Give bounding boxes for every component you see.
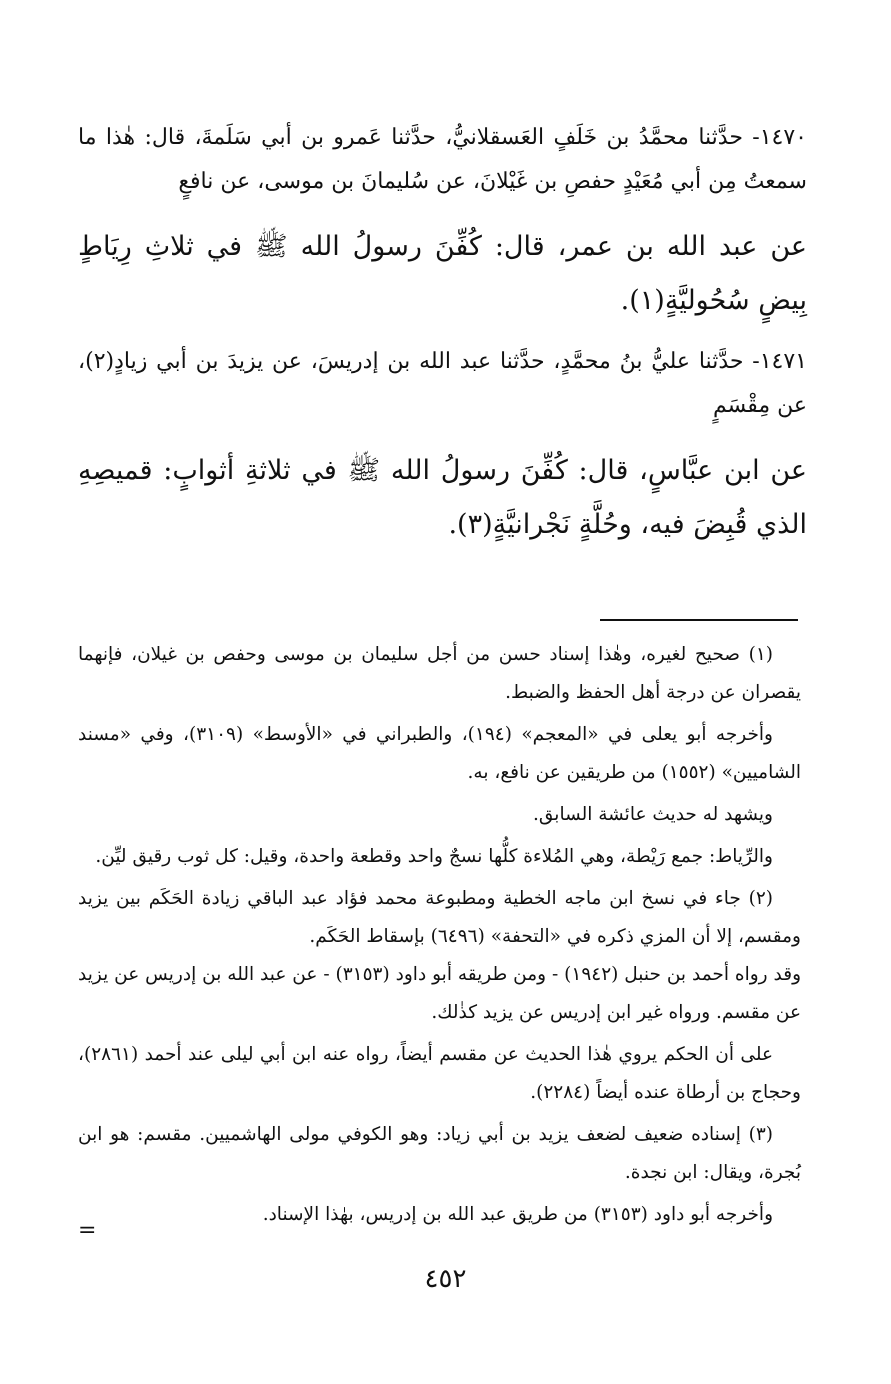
hadith-1471-chain: ١٤٧١- حدَّثنا عليُّ بنُ محمَّدٍ، حدَّثنا عبد الله بن إدريسَ، عن يزيدَ بن أبي زيادٍ(٢)، عن مِقْسَمٍ [78, 349, 807, 418]
page-number: ٤٥٢ [424, 1264, 467, 1294]
hadith-1470-chain: ١٤٧٠- حدَّثنا محمَّدُ بن خَلَفٍ العَسقلانيُّ، حدَّثنا عَمرو بن أبي سَلَمةَ، قال: هٰذا ما سمعتُ مِن أبي مُعَيْدٍ حفصِ بن غَيْلانَ، عن سُليمانَ بن موسى، عن نافعٍ [78, 125, 807, 194]
footnote-2-para-2: وقد رواه أحمد بن حنبل (١٩٤٢) - ومن طريقه أبو داود (٣١٥٣) - عن عبد الله بن إدريس عن يزيد عن مقسم. ورواه غير ابن إدريس عن يزيد كذٰلك. [78, 964, 801, 1023]
footnote-3-para-1: (٣) إسناده ضعيف لضعف يزيد بن أبي زياد: وهو الكوفي مولى الهاشميين. مقسم: هو ابن بُجرة، ويقال: ابن نجدة. [78, 1124, 801, 1183]
footnote-1-para-2: وأخرجه أبو يعلى في «المعجم» (١٩٤)، والطبراني في «الأوسط» (٣١٠٩)، وفي «مسند الشاميين» (١٥٥٢) من طريقين عن نافع، به. [78, 724, 801, 783]
main-text [78, 116, 807, 552]
footnote-1-para-4: والرِّياط: جمع رَيْطة، وهي المُلاءة كلُّها نسجٌ واحد وقطعة واحدة، وقيل: كل ثوب رقيق ليِّن. [95, 846, 773, 867]
footnote-divider [600, 619, 798, 621]
hadith-1471-matn: عن ابن عبَّاسٍ، قال: كُفِّنَ رسولُ الله ﷺ في ثلاثةِ أثوابٍ: قميصِهِ الذي قُبِضَ فيه، وحُلَّةٍ نَجْرانيَّةٍ(٣). [78, 455, 807, 540]
footnote-1-para-1: (١) صحيح لغيره، وهٰذا إسناد حسن من أجل سليمان بن موسى وحفص بن غيلان، فإنهما يقصران عن درجة أهل الحفظ والضبط. [78, 644, 801, 703]
footnote-2-para-3: على أن الحكم يروي هٰذا الحديث عن مقسم أيضاً، رواه عنه ابن أبي ليلى عند أحمد (٢٨٦١)، وحجاج بن أرطاة عنده أيضاً (٢٢٨٤). [78, 1044, 801, 1103]
hadith-1470-matn: عن عبد الله بن عمر، قال: كُفِّنَ رسولُ الله ﷺ في ثلاثِ رِيَاطٍ بِيضٍ سُحُوليَّةٍ(١). [78, 231, 807, 316]
footnotes [78, 636, 801, 1234]
footnote-2-para-1: (٢) جاء في نسخ ابن ماجه الخطية ومطبوعة محمد فؤاد عبد الباقي زيادة الحَكَم بين يزيد ومقسم، إلا أن المزي ذكره في «التحفة» (٦٤٩٦) بإسقاط الحَكَم. [78, 888, 801, 947]
continuation-mark: = [78, 1218, 97, 1243]
footnote-3-para-2: وأخرجه أبو داود (٣١٥٣) من طريق عبد الله بن إدريس، بهٰذا الإسناد. [262, 1204, 773, 1225]
footnote-1-para-3: ويشهد له حديث عائشة السابق. [533, 804, 773, 825]
